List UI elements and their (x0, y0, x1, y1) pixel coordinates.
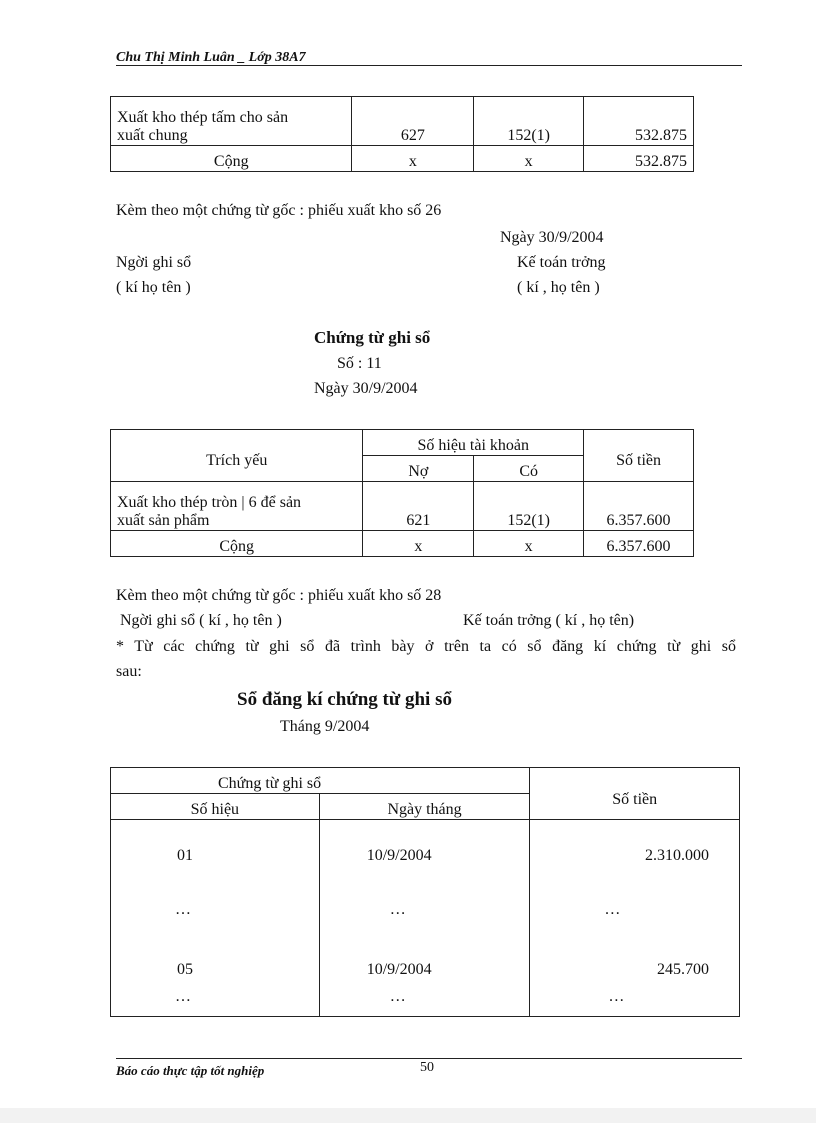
page-bottom-strip (0, 1108, 816, 1123)
note-text: * Từ các chứng từ ghi sổ đã trình bày ở trên ta có sổ đăng kí chứng từ ghi sổ (116, 638, 736, 655)
footer-divider (116, 1058, 742, 1059)
debit-account: x (363, 531, 474, 557)
credit-account: 152(1) (474, 97, 584, 146)
header-divider (116, 65, 742, 66)
attachment-note: Kèm theo một chứng từ gốc : phiếu xuất kho số 28 (116, 587, 442, 604)
register-table (110, 767, 740, 1017)
table-row (111, 146, 694, 172)
table-row (111, 531, 694, 557)
recorder-label: Ngời ghi sổ (116, 254, 192, 271)
credit-account: x (474, 146, 584, 172)
header-amount: Số tiền (584, 430, 694, 482)
recorder-sign-hint: ( kí họ tên ) (116, 279, 191, 296)
debit-account: 627 (352, 97, 474, 146)
page-header: Chu Thị Minh Luân _ Lớp 38A7 (116, 50, 306, 65)
chief-accountant-sign-hint: ( kí , họ tên ) (517, 279, 600, 296)
voucher-table (110, 429, 694, 557)
attachment-note: Kèm theo một chứng từ gốc : phiếu xuất kho số 26 (116, 202, 442, 219)
total-amount: 532.875 (584, 146, 694, 172)
total-label: Cộng (111, 531, 363, 557)
amount-column (530, 820, 740, 1017)
register-number: … (175, 988, 191, 1005)
register-date: … (389, 988, 406, 1005)
debit-account: 621 (363, 482, 474, 531)
note-text-continued: sau: (116, 663, 142, 680)
header-debit: Nợ (363, 456, 474, 482)
header-account: Số hiệu tài khoản (363, 430, 584, 456)
sign-date: Ngày 30/9/2004 (500, 229, 604, 246)
recorder-sign-line: Ngời ghi sổ ( kí , họ tên ) (120, 612, 282, 629)
chief-accountant-sign-line: Kế toán trởng ( kí , họ tên) (463, 612, 635, 629)
voucher-table-continued (110, 96, 694, 172)
table-row (111, 97, 694, 146)
entry-description: Xuất kho thép tròn | 6 để sản xuất sản phẩm (111, 482, 363, 531)
voucher-title: Chứng từ ghi sổ (314, 328, 431, 347)
register-date: … (389, 901, 406, 918)
register-month: Tháng 9/2004 (280, 718, 370, 735)
header-date: Ngày tháng (319, 794, 530, 820)
total-amount: 6.357.600 (584, 531, 694, 557)
credit-account: 152(1) (474, 482, 584, 531)
register-amount: 2.310.000 (645, 847, 709, 864)
number-column (111, 820, 320, 1017)
entry-description: Xuất kho thép tấm cho sản xuất chung (111, 97, 352, 146)
credit-account: x (474, 531, 584, 557)
register-date: 10/9/2004 (366, 961, 432, 978)
voucher-date: Ngày 30/9/2004 (314, 380, 418, 397)
amount: 6.357.600 (584, 482, 694, 531)
register-amount: 245.700 (657, 961, 709, 978)
table-row (111, 820, 740, 1017)
table-header-row (111, 768, 740, 794)
voucher-number: Số : 11 (337, 355, 382, 372)
date-column (319, 820, 530, 1017)
header-amount: Số tiền (530, 768, 740, 820)
register-title: Sổ đăng kí chứng từ ghi sổ (237, 689, 452, 710)
table-row (111, 482, 694, 531)
header-number: Số hiệu (111, 794, 320, 820)
register-amount: … (604, 901, 621, 918)
total-label: Cộng (111, 146, 352, 172)
register-number: … (175, 901, 191, 918)
chief-accountant-label: Kế toán trởng (517, 254, 606, 271)
debit-account: x (352, 146, 474, 172)
header-credit: Có (474, 456, 584, 482)
page-number: 50 (420, 1060, 434, 1075)
register-number: 05 (177, 961, 193, 978)
register-number: 01 (177, 847, 193, 864)
table-header-row (111, 430, 694, 456)
header-description: Trích yếu (111, 430, 363, 482)
header-voucher-group: Chứng từ ghi sổ (111, 768, 530, 794)
amount: 532.875 (584, 97, 694, 146)
register-date: 10/9/2004 (366, 847, 432, 864)
page-footer: Báo cáo thực tập tốt nghiệp (116, 1063, 265, 1078)
register-amount: … (608, 988, 625, 1005)
